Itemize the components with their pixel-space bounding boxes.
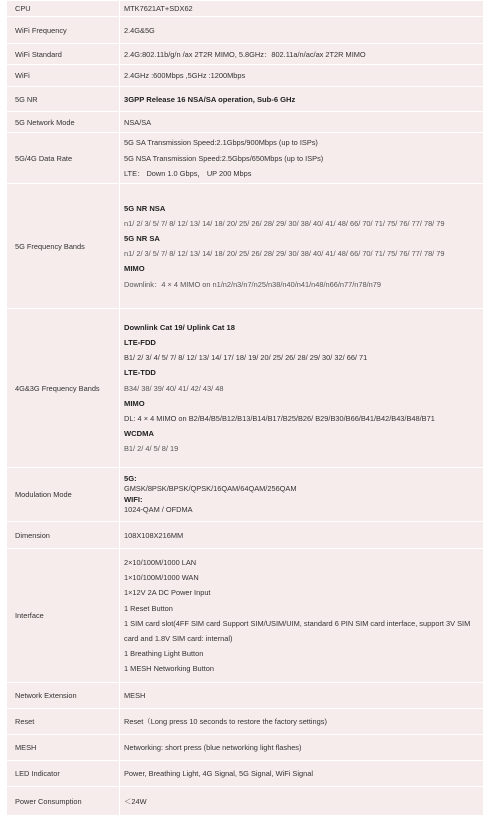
spec-value-line: B1/ 2/ 3/ 4/ 5/ 7/ 8/ 12/ 13/ 14/ 17/ 18/ 19/ 20/ 25/ 26/ 28/ 29/ 30/ 32/ 66/ 71	[124, 353, 368, 363]
spec-value-interface	[120, 549, 483, 682]
spec-value-cpu	[120, 1, 483, 16]
spec-row-wifi	[7, 65, 483, 86]
spec-value-line: 5G NR NSA	[124, 203, 166, 213]
spec-value-line: Reset（Long press 10 seconds to restore the factory settings)	[124, 717, 327, 727]
spec-label-dimension: Dimension	[7, 522, 120, 548]
spec-label-led-indicator: LED Indicator	[7, 761, 120, 786]
spec-label-mesh: MESH	[7, 735, 120, 760]
spec-value-line: 5G NR SA	[124, 234, 160, 243]
spec-value-line: 1024-QAM / OFDMA	[124, 505, 193, 515]
spec-label-wifi-standard: WiFi Standard	[7, 44, 120, 64]
spec-value-line: 1×10/100M/1000 WAN	[124, 573, 199, 583]
spec-value-line: 5G NSA Transmission Speed:2.5Gbps/650Mbps (up to ISPs)	[124, 153, 324, 163]
spec-label-cpu: CPU	[7, 1, 120, 16]
spec-row-mesh	[7, 735, 483, 760]
spec-value-line: n1/ 2/ 3/ 5/ 7/ 8/ 12/ 13/ 14/ 18/ 20/ 25/ 26/ 28/ 29/ 30/ 38/ 40/ 41/ 48/ 66/ 70/ 71/ 75/ 76/ 77/ 78/ 79	[124, 249, 445, 259]
spec-row-data-rate	[7, 133, 483, 183]
spec-row-power-consumption	[7, 787, 483, 815]
spec-value-line: Networking: short press (blue networking light flashes)	[124, 743, 302, 753]
spec-value-line: MTK7621AT+SDX62	[124, 4, 193, 13]
spec-value-reset	[120, 709, 483, 734]
spec-row-dimension	[7, 522, 483, 548]
spec-value-line: 1×12V 2A DC Power Input	[124, 588, 211, 598]
spec-value-line: 3GPP Release 16 NSA/SA operation, Sub-6 GHz	[124, 94, 296, 104]
spec-value-4g-3g-frequency-bands	[120, 309, 483, 467]
spec-value-5g-network-mode	[120, 112, 483, 132]
spec-label-modulation-mode: Modulation Mode	[7, 468, 120, 521]
spec-value-line: WIFI:	[124, 494, 143, 504]
spec-row-wifi-frequency	[7, 17, 483, 43]
spec-value-line: GMSK/8PSK/BPSK/QPSK/16QAM/64QAM/256QAM	[124, 484, 297, 494]
spec-label-5g-frequency-bands: 5G Frequency Bands	[7, 184, 120, 308]
spec-value-line: 5G:	[124, 473, 137, 483]
spec-value-line: LTE-FDD	[124, 337, 156, 347]
spec-label-power-consumption: Power Consumption	[7, 787, 120, 815]
spec-label-4g-3g-frequency-bands: 4G&3G Frequency Bands	[7, 309, 120, 467]
spec-row-reset	[7, 709, 483, 734]
spec-label-reset: Reset	[7, 709, 120, 734]
spec-label-5g-network-mode: 5G Network Mode	[7, 112, 120, 132]
spec-value-wifi-frequency	[120, 17, 483, 43]
spec-row-modulation-mode	[7, 468, 483, 521]
spec-row-interface	[7, 549, 483, 682]
spec-value-line: DL: 4 × 4 MIMO on B2/B4/B5/B12/B13/B14/B17/B25/B26/ B29/B30/B66/B41/B42/B43/B48/B71	[124, 414, 435, 423]
spec-label-wifi-frequency: WiFi Frequency	[7, 17, 120, 43]
spec-row-network-extension	[7, 683, 483, 708]
spec-value-line: 2.4G&5G	[124, 25, 155, 35]
spec-value-line: MESH	[124, 691, 146, 701]
spec-value-line: 2.4G:802.11b/g/n /ax 2T2R MIMO, 5.8GHz：802.11a/n/ac/ax 2T2R MIMO	[124, 49, 366, 59]
spec-table-body	[7, 1, 483, 815]
spec-value-line: 2.4GHz :600Mbps ,5GHz :1200Mbps	[124, 71, 246, 81]
spec-value-modulation-mode	[120, 468, 483, 521]
spec-label-interface: Interface	[7, 549, 120, 682]
spec-value-line: 2×10/100M/1000 LAN	[124, 557, 197, 567]
spec-value-line: MIMO	[124, 398, 145, 408]
spec-value-line: LTE-TDD	[124, 368, 156, 378]
spec-value-dimension	[120, 522, 483, 548]
spec-value-line: B1/ 2/ 4/ 5/ 8/ 19	[124, 444, 179, 454]
spec-value-data-rate	[120, 133, 483, 183]
spec-row-wifi-standard	[7, 44, 483, 64]
spec-value-line: MIMO	[124, 264, 145, 274]
spec-row-4g-3g-frequency-bands	[7, 309, 483, 467]
spec-value-line: LTE： Down 1.0 Gbps， UP 200 Mbps	[124, 168, 252, 178]
spec-row-cpu	[7, 1, 483, 16]
spec-row-5g-frequency-bands	[7, 184, 483, 308]
spec-value-wifi-standard	[120, 44, 483, 64]
spec-value-line: 108X108X216MM	[124, 530, 184, 540]
spec-value-line: Downlink Cat 19/ Uplink Cat 18	[124, 322, 235, 332]
spec-value-line: ＜24W	[124, 796, 147, 806]
spec-value-network-extension	[120, 683, 483, 708]
spec-row-led-indicator	[7, 761, 483, 786]
spec-value-line: 1 Reset Button	[124, 603, 173, 613]
spec-value-line: Power, Breathing Light, 4G Signal, 5G Signal, WiFi Signal	[124, 769, 313, 779]
spec-label-data-rate: 5G/4G Data Rate	[7, 133, 120, 183]
spec-value-line: Downlink：4 × 4 MIMO on n1/n2/n3/n7/n25/n38/n40/n41/n48/n66/n77/n78/n79	[124, 279, 382, 289]
spec-value-line: 1 Breathing Light Button	[124, 649, 204, 659]
spec-value-line: 1 MESH Networking Button	[124, 664, 214, 674]
spec-value-line: 1 SIM card slot(4FF SIM card Support SIM/USIM/UIM, standard 6 PIN SIM card interface, support 3V SIM card and 1.8V SIM card: internal)	[124, 618, 471, 643]
spec-label-5g-nr: 5G NR	[7, 87, 120, 111]
spec-value-mesh	[120, 735, 483, 760]
spec-label-network-extension: Network Extension	[7, 683, 120, 708]
spec-value-5g-frequency-bands	[120, 184, 483, 308]
spec-table	[7, 0, 483, 816]
spec-row-5g-nr	[7, 87, 483, 111]
spec-value-line: 5G SA Transmission Speed:2.1Gbps/900Mbps (up to ISPs)	[124, 138, 318, 148]
spec-value-line: WCDMA	[124, 429, 154, 439]
spec-value-line: B34/ 38/ 39/ 40/ 41/ 42/ 43/ 48	[124, 383, 224, 393]
spec-value-line: NSA/SA	[124, 117, 152, 127]
spec-value-led-indicator	[120, 761, 483, 786]
spec-value-power-consumption	[120, 787, 483, 815]
spec-value-5g-nr	[120, 87, 483, 111]
spec-value-wifi	[120, 65, 483, 86]
spec-value-line: n1/ 2/ 3/ 5/ 7/ 8/ 12/ 13/ 14/ 18/ 20/ 25/ 26/ 28/ 29/ 30/ 38/ 40/ 41/ 48/ 66/ 70/ 71/ 75/ 76/ 77/ 78/ 79	[124, 218, 445, 228]
spec-row-5g-network-mode	[7, 112, 483, 132]
spec-label-wifi: WiFi	[7, 65, 120, 86]
